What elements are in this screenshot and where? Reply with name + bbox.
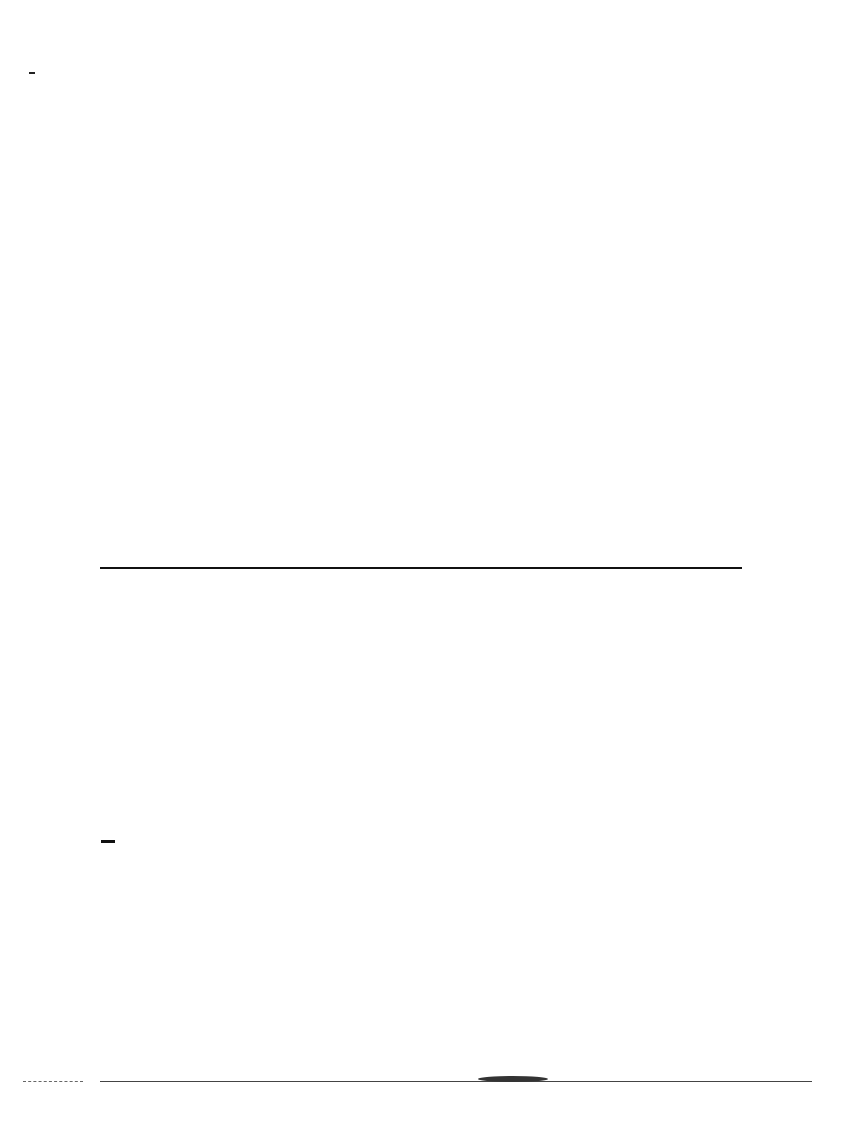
page-number-mark: [101, 840, 115, 843]
section-divider: [100, 567, 742, 569]
print-smudge: [478, 1076, 548, 1082]
bottom-rule: [100, 1081, 812, 1082]
bottom-rule-dashed: [23, 1081, 83, 1083]
demo-watermark-banner: [29, 72, 35, 74]
